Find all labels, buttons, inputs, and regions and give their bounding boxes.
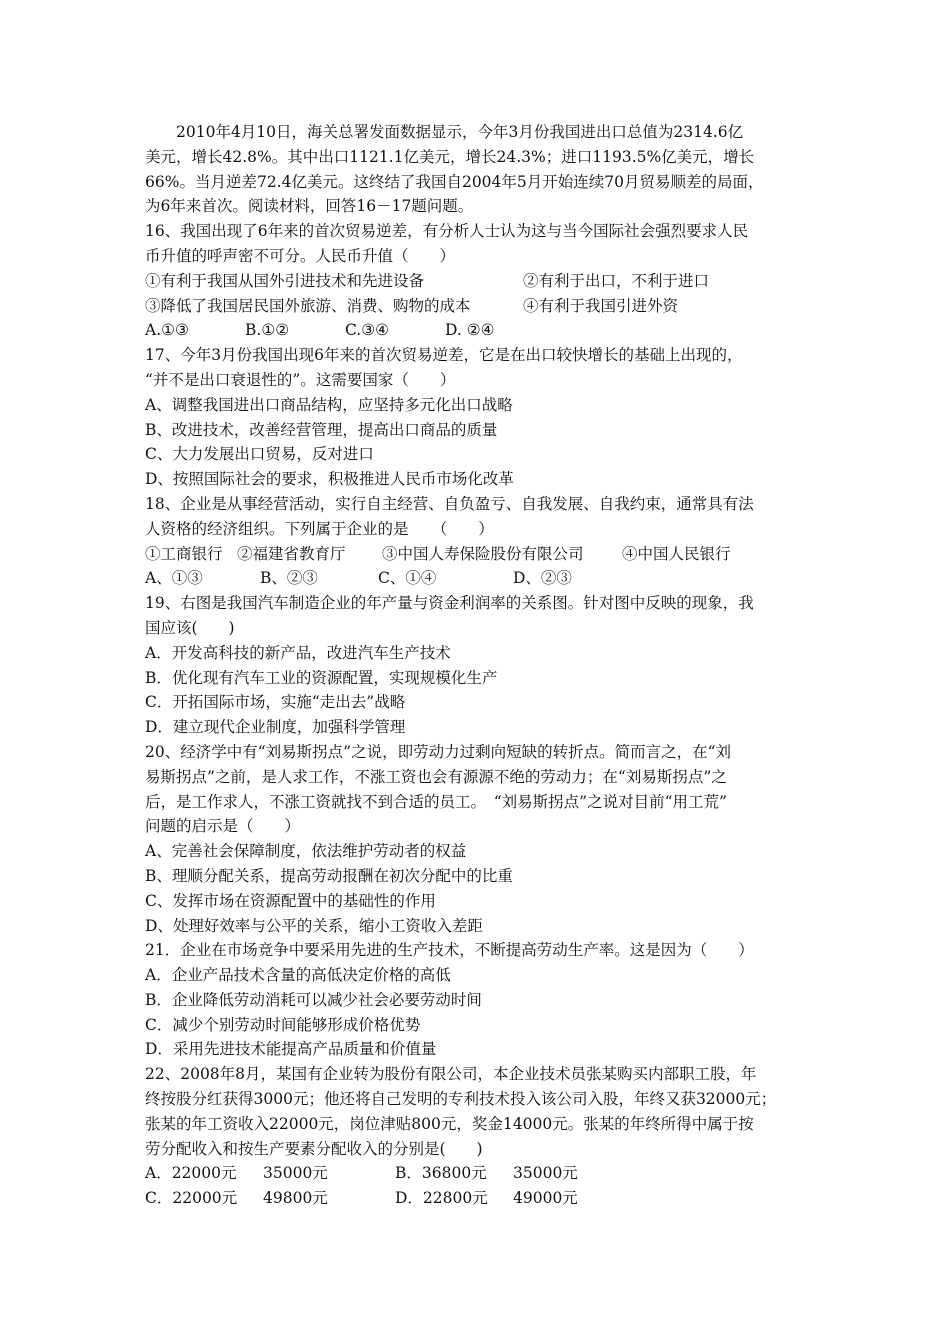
statement-row — [145, 542, 815, 567]
question-stem: 张某的年工资收入22000元，岗位津贴800元，奖金14000元。张某的年终所得中属于按 — [145, 1114, 754, 1133]
passage-line: 为6年来首次。阅读材料，回答16－17题问题。 — [145, 197, 474, 216]
question-22 — [145, 1062, 815, 1211]
statement: ①工商银行 — [145, 544, 223, 563]
statement: ①有利于我国从国外引进技术和先进设备 — [145, 271, 425, 290]
option-d[interactable]: D．22800元 — [395, 1189, 488, 1208]
statement-row — [145, 269, 815, 294]
question-stem: 16、我国出现了6年来的首次贸易逆差，有分析人士认为这与当今国际社会强烈要求人民 — [145, 222, 749, 241]
question-stem: “并不是出口衰退性的”。这需要国家（ ） — [145, 370, 456, 389]
option-row — [145, 1161, 815, 1186]
question-21 — [145, 938, 815, 1062]
option-a[interactable]: A．企业产品技术含量的高低决定价格的高低 — [145, 966, 451, 985]
option-a-value: 35000元 — [263, 1164, 328, 1183]
option-c[interactable]: C.③④ — [345, 321, 390, 340]
question-stem: 18、企业是从事经营活动，实行自主经营、自负盈亏、自我发展、自我约束，通常具有法 — [145, 494, 754, 513]
question-stem: 后，是工作求人，不涨工资就找不到合适的员工。 “刘易斯拐点”之说对目前“用工荒” — [145, 792, 727, 811]
question-stem: 19、右图是我国汽车制造企业的年产量与资金利润率的关系图。针对图中反映的现象，我 — [145, 594, 754, 613]
option-c[interactable]: C、大力发展出口贸易，反对进口 — [145, 445, 374, 464]
passage-line: 2010年4月10日，海关总署发面数据显示，今年3月份我国进出口总值为2314.6亿 — [176, 123, 744, 141]
option-a[interactable]: A、调整我国进出口商品结构，应坚持多元化出口战略 — [145, 395, 513, 414]
option-a[interactable]: A.①③ — [145, 321, 189, 340]
statement: ③降低了我国居民国外旅游、消费、购物的成本 — [145, 296, 471, 315]
question-stem: 易斯拐点”之前，是人求工作，不涨工资也会有源源不绝的劳动力；在“刘易斯拐点”之 — [145, 767, 727, 786]
option-a[interactable]: A、①③ — [145, 569, 203, 588]
option-b[interactable]: B．优化现有汽车工业的资源配置，实现规模化生产 — [145, 668, 498, 687]
option-c[interactable]: C．22000元 — [145, 1189, 238, 1208]
question-stem: 22、2008年8月，某国有企业转为股份有限公司，本企业技术员张某购买内部职工股，年 — [145, 1065, 757, 1084]
option-a[interactable]: A、完善社会保障制度，依法维护劳动者的权益 — [145, 842, 467, 861]
option-d[interactable]: D、②③ — [513, 569, 572, 588]
question-stem: 21．企业在市场竞争中要采用先进的生产技术，不断提高劳动生产率。这是因为（ ） — [145, 941, 754, 960]
option-d[interactable]: D．建立现代企业制度，加强科学管理 — [145, 718, 406, 737]
option-b[interactable]: B、理顺分配关系，提高劳动报酬在初次分配中的比重 — [145, 866, 513, 885]
statement: ③中国人寿保险股份有限公司 — [382, 544, 584, 563]
option-c-value: 49800元 — [263, 1189, 328, 1208]
passage-line: 美元，增长42.8%。其中出口1121.1亿美元，增长24.3%；进口1193.5%亿美元，增长 — [145, 147, 755, 166]
option-b[interactable]: B．36800元 — [395, 1164, 487, 1183]
question-stem: 17、今年3月份我国出现6年来的首次贸易逆差，它是在出口较快增长的基础上出现的， — [145, 346, 743, 365]
question-stem: 终按股分红获得3000元；他还将自己发明的专利技术投入该公司入股，年终又获32000元； — [145, 1090, 777, 1109]
passage-line: 66%。当月逆差72.4亿美元。这终结了我国自2004年5月开始连续70月贸易顺差的局面， — [145, 172, 764, 191]
option-d[interactable]: D．采用先进技术能提高产品质量和价值量 — [145, 1040, 437, 1059]
option-b-value: 35000元 — [513, 1164, 578, 1183]
option-c[interactable]: C、发挥市场在资源配置中的基础性的作用 — [145, 891, 436, 910]
option-c[interactable]: C．减少个别劳动时间能够形成价格优势 — [145, 1015, 421, 1034]
option-b[interactable]: B、改进技术，改善经营管理，提高出口商品的质量 — [145, 420, 498, 439]
document-page — [145, 120, 815, 1211]
question-18 — [145, 492, 815, 591]
statement: ②有利于出口，不利于进口 — [523, 271, 710, 290]
option-b[interactable]: B.①② — [245, 321, 290, 340]
question-stem: 人资格的经济组织。下列属于企业的是 （ ） — [145, 519, 494, 538]
option-c[interactable]: C、①④ — [378, 569, 437, 588]
statement: ④有利于我国引进外资 — [523, 296, 679, 315]
option-b[interactable]: B．企业降低劳动消耗可以减少社会必要劳动时间 — [145, 990, 482, 1009]
question-stem: 问题的启示是（ ） — [145, 817, 301, 836]
question-16 — [145, 219, 815, 343]
statement: ④中国人民银行 — [622, 544, 731, 563]
statement: ②福建省教育厅 — [237, 544, 346, 563]
option-a[interactable]: A．开发高科技的新产品，改进汽车生产技术 — [145, 643, 451, 662]
question-stem: 币升值的呼声密不可分。人民币升值（ ） — [145, 246, 456, 265]
option-d-value: 49000元 — [513, 1189, 578, 1208]
option-a[interactable]: A．22000元 — [145, 1164, 237, 1183]
option-c[interactable]: C．开拓国际市场，实施“走出去”战略 — [145, 693, 406, 712]
question-20 — [145, 740, 815, 938]
option-row — [145, 318, 815, 343]
option-row — [145, 566, 815, 591]
question-17 — [145, 343, 815, 492]
question-stem: 20、经济学中有“刘易斯拐点”之说，即劳动力过剩向短缺的转折点。简而言之，在“刘 — [145, 742, 731, 761]
option-row — [145, 1186, 815, 1211]
statement-row — [145, 294, 815, 319]
option-d[interactable]: D、处理好效率与公平的关系，缩小工资收入差距 — [145, 916, 483, 935]
option-d[interactable]: D. ②④ — [445, 321, 495, 340]
question-stem: 国应该( ) — [145, 618, 235, 637]
question-19 — [145, 591, 815, 740]
question-stem: 劳分配收入和按生产要素分配收入的分别是( ) — [145, 1139, 483, 1158]
option-d[interactable]: D、按照国际社会的要求，积极推进人民币市场化改革 — [145, 470, 514, 489]
reading-passage — [145, 120, 815, 219]
option-b[interactable]: B、②③ — [260, 569, 318, 588]
